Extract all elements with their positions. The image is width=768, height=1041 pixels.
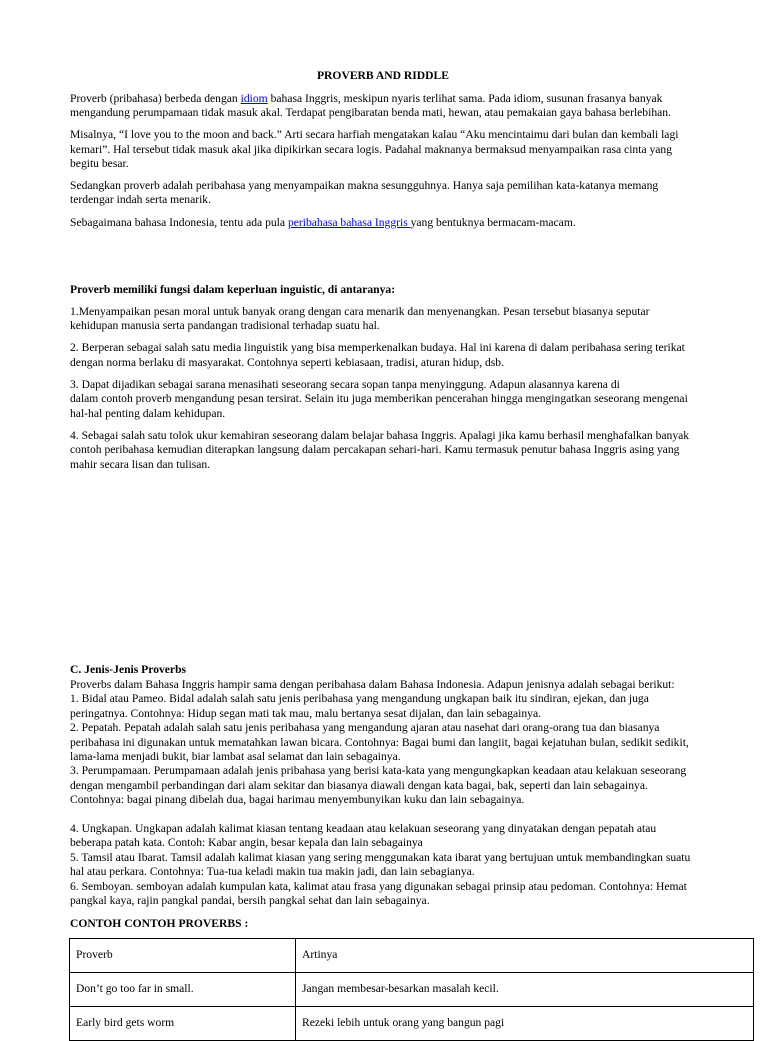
proverbs-table xyxy=(69,938,754,1041)
table-header-cell: Proverb xyxy=(70,939,296,973)
function-item-4-line-3: mahir secara lisan dan tulisan. xyxy=(70,458,211,471)
intro-paragraph-3-line-1: Sedangkan proverb adalah peribahasa yang menyampaikan makna sesungguhnya. Hanya saja pemilihan kata-katanya memang xyxy=(70,179,659,192)
function-item-2-line-2: dengan norma berlaku di masyarakat. Contohnya seperti kebiasaan, tradisi, aturan hidup, dsb. xyxy=(70,356,504,369)
types-line: Proverbs dalam Bahasa Inggris hampir sama dengan peribahasa dalam Bahasa Indonesia. Adapun jenisnya adalah sebagai berikut: xyxy=(70,678,675,691)
functions-heading: Proverb memiliki fungsi dalam keperluan inguistic, di antaranya: xyxy=(70,283,396,296)
table-row xyxy=(70,973,754,1007)
table-cell-meaning: Rezeki lebih untuk orang yang bangun pagi xyxy=(296,1007,754,1041)
function-item-1-line-2: kehidupan manusia serta pandangan tradisional terhadap suatu hal. xyxy=(70,319,380,332)
function-item-1-line-1: 1.Menyampaikan pesan moral untuk banyak orang dengan cara menarik dan menyenangkan. Pesan tersebut biasanya seputar xyxy=(70,305,650,318)
idiom-link[interactable]: idiom xyxy=(240,92,268,105)
types-line: peribahasa ini digunakan untuk mematahkan lawan bicara. Contohnya: Bagai bumi dan langiit, bagai kejatuhan bulan, sedikit sedikit, xyxy=(70,735,689,749)
table-cell-proverb: Don’t go too far in small. xyxy=(70,973,296,1007)
intro-paragraph-2-line-1: Misalnya, “I love you to the moon and back.” Arti secara harfiah mengatakan kalau “Aku mencintaimu dari bulan dan kembali lagi xyxy=(70,128,679,141)
types-line: 5. Tamsil atau Ibarat. Tamsil adalah kalimat kiasan yang sering menggunakan kata ibarat yang bertujuan untuk membandingkan suatu xyxy=(70,850,691,864)
examples-heading: CONTOH CONTOH PROVERBS : xyxy=(70,917,249,930)
function-item-3-line-1: 3. Dapat dijadikan sebagai sarana menasihati seseorang secara sopan tanpa menyinggung. Adapun alasannya karena di xyxy=(70,378,620,391)
table-cell-proverb: Early bird gets worm xyxy=(70,1007,296,1041)
types-line: Contohnya: bagai pinang dibelah dua, bagai harimau menyembunyikan kuku dan lain sebagainya. xyxy=(70,793,525,807)
types-line: beberapa patah kata. Contoh: Kabar angin, besar kepala dan lain sebagainya xyxy=(70,836,423,850)
function-item-3-line-2: dalam contoh proverb mengandung pesan tersirat. Selain itu juga memberikan pencerahan hingga mengingatkan seseorang mengenai xyxy=(70,392,688,405)
types-line: peringatnya. Contohnya: Hidup segan mati tak mau, malu bertanya sesat dijalan, dan lain sebagainya. xyxy=(70,706,542,720)
types-line: 3. Perumpamaan. Perumpamaan adalah jenis pribahasa yang berisi kata-kata yang mengungkapkan keadaan atau kelakuan seseorang xyxy=(70,764,687,778)
document-title: PROVERB AND RIDDLE xyxy=(316,69,450,82)
types-line: pangkal kaya, rajin pangkal pandai, bersih pangkal sehat dan lain sebagainya. xyxy=(70,894,430,908)
types-line: dengan mengambil perbandingan dari alam sekitar dan biasanya diawali dengan kata bagai, bak, seperti dan lain sebagainya. xyxy=(70,778,648,792)
intro-paragraph-2-line-2: kemari”. Hal tersebut tidak masuk akal jika dipikirkan secara logis. Padahal maknanya bermaksud menyampaikan rasa cinta yang xyxy=(70,143,673,156)
types-list-b xyxy=(70,822,696,908)
intro-paragraph-1-line-1: Proverb (pribahasa) berbeda dengan idiom bahasa Inggris, meskipun nyaris terlihat sama. Pada idiom, susunan frasanya banyak xyxy=(70,92,663,105)
table-header-row xyxy=(70,939,754,973)
table-header-cell: Artinya xyxy=(296,939,754,973)
intro-paragraph-2-line-3: begitu besar. xyxy=(70,157,129,170)
types-line: hal atau perkara. Contohnya: Tua-tua keladi makin tua makin jadi, dan lain sebagianya. xyxy=(70,865,475,879)
function-item-4-line-2: contoh peribahasa kemudian diterapkan langsung dalam percakapan sehari-hari. Kamu termasuk penutur bahasa Inggris asing yang xyxy=(70,443,680,456)
types-line: 4. Ungkapan. Ungkapan adalah kalimat kiasan tentang keadaan atau kelakuan seseorang yang dinyatakan dengan pepatah atau xyxy=(70,822,657,835)
types-line: 2. Pepatah. Pepatah adalah salah satu jenis peribahasa yang mengandung ajaran atau nasehat dari orang-orang tua dan biasanya xyxy=(70,721,660,735)
types-line: 1. Bidal atau Pameo. Bidal adalah salah satu jenis peribahasa yang mengandung ungkapan baik itu sindiran, ejekan, dan juga xyxy=(70,692,649,706)
intro-paragraph-1-line-2: mengandung perumpamaan tidak masuk akal. Terdapat pengibaratan benda mati, hewan, atau pemakaian gaya bahasa berlebihan. xyxy=(70,106,671,119)
function-item-3-line-3: hal-hal penting dalam kehidupan. xyxy=(70,407,226,420)
types-heading: C. Jenis-Jenis Proverbs xyxy=(70,663,187,676)
types-line: lama-lama menjadi bukit, biar lambat asal selamat dan lain sebagainya. xyxy=(70,750,401,764)
intro-paragraph-3-line-2: terdengar indah serta menarik. xyxy=(70,193,211,206)
table-cell-meaning: Jangan membesar-besarkan masalah kecil. xyxy=(296,973,754,1007)
types-list-a xyxy=(70,678,696,808)
function-item-4-line-1: 4. Sebagai salah satu tolok ukur kemahiran seseorang dalam belajar bahasa Inggris. Apalagi jika kamu berhasil menghafalkan banyak xyxy=(70,429,690,442)
types-line: 6. Semboyan. semboyan adalah kumpulan kata, kalimat atau frasa yang digunakan sebagai prinsip atau pedoman. Contohnya: Hemat xyxy=(70,879,687,893)
peribahasa-inggris-link[interactable]: peribahasa bahasa Inggris xyxy=(287,216,411,229)
function-item-2-line-1: 2. Berperan sebagai salah satu media linguistik yang bisa memperkenalkan budaya. Hal ini karena di dalam peribahasa sering terikat xyxy=(70,341,685,354)
intro-paragraph-4: Sebagaimana bahasa Indonesia, tentu ada pula peribahasa bahasa Inggris yang bentuknya bermacam-macam. xyxy=(70,216,576,229)
